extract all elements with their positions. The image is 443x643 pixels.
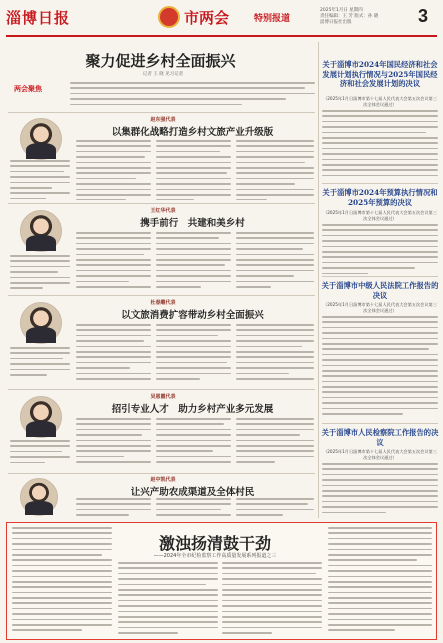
- right-article-2-body: [322, 224, 438, 274]
- section-2-divider: [8, 295, 315, 296]
- lead-divider: [8, 112, 315, 113]
- lead-intro-text: [70, 82, 315, 110]
- section-5-speaker: 赵中凯代表: [150, 477, 176, 483]
- right-article-4-meta: （2025年1月日淄博市第十七届人民代表大会第五次会议第三次全体会议通过）: [323, 449, 437, 460]
- section-3-headline: 以文旅消费扩容带动乡村全面振兴: [121, 310, 264, 321]
- right-divider-3: [322, 423, 438, 424]
- issue-info: [320, 8, 412, 26]
- masthead-rule: [6, 35, 437, 37]
- section-2-sidebar-text: [10, 255, 70, 295]
- right-divider-2: [322, 276, 438, 277]
- feature-headline: 激浊扬清鼓干劲: [158, 534, 271, 553]
- section-5-col-2: [156, 498, 231, 520]
- section-4-divider: [8, 473, 315, 474]
- section-3-col-1: [76, 324, 151, 386]
- right-article-2-meta: （2025年1月日淄博市第十七届人民代表大会第五次会议第三次全体会议通过）: [323, 210, 437, 221]
- lead-headline: 聚力促进乡村全面振兴: [85, 52, 236, 70]
- section-2-col-2: [156, 232, 231, 292]
- feature-subheadline: ——2024年全市纪检监察工作高质量发展系列报道之三: [153, 553, 277, 559]
- section-4-speaker: 吴恩霞代表: [150, 394, 176, 400]
- right-article-1-headline: 关于淄博市2024年国民经济和社会发展计划执行情况与2025年国民经济和社会发展计划的决议: [322, 60, 438, 88]
- special-report-title: 市两会: [184, 9, 230, 27]
- issue-publisher: 淄博日报社出版: [320, 20, 352, 25]
- section-1-divider: [8, 203, 315, 204]
- section-2-photo: [20, 210, 62, 252]
- section-5-col-3: [236, 498, 314, 520]
- issue-date: 2025年1月日 星期四: [320, 8, 363, 13]
- right-article-1-body: [322, 110, 438, 180]
- section-1-col-3: [236, 140, 314, 200]
- issue-editors: 责任编辑：王 芳 版式：孙 晓: [320, 14, 379, 19]
- section-4-col-1: [76, 418, 151, 470]
- section-1-sidebar-text: [10, 160, 70, 200]
- section-2-speaker: 王红华代表: [150, 208, 176, 214]
- section-4-col-2: [156, 418, 231, 470]
- special-report-subtitle: 特别报道: [254, 14, 291, 24]
- page-number: 3: [418, 6, 429, 26]
- right-article-3-body: [322, 316, 438, 420]
- feature-col-1: [12, 527, 112, 635]
- section-4-col-3: [236, 418, 314, 470]
- section-1-headline: 以集群化战略打造乡村文旅产业升级版: [111, 127, 274, 138]
- column-divider: [318, 42, 319, 518]
- section-3-col-2: [156, 324, 231, 386]
- masthead: [0, 0, 443, 42]
- cppcc-emblem-icon: [158, 6, 180, 28]
- lead-byline: 记者 王 晓 见习记者: [142, 72, 184, 77]
- section-5-photo: [20, 478, 58, 516]
- right-article-2-headline: 关于淄博市2024年预算执行情况和2025年预算的决议: [322, 188, 438, 207]
- section-3-speaker: 杜春雕代表: [150, 300, 176, 306]
- section-3-col-3: [236, 324, 314, 386]
- feature-col-4: [328, 527, 432, 635]
- section-2-col-1: [76, 232, 151, 292]
- right-article-3-meta: （2025年1月日淄博市第十七届人民代表大会第五次会议第三次全体会议通过）: [323, 302, 437, 313]
- right-article-1-meta: （2025年1月日淄博市第十七届人民代表大会第五次会议第三次全体会议通过）: [323, 96, 437, 107]
- section-3-sidebar-text: [10, 347, 70, 387]
- section-2-headline: 携手前行 共建和美乡村: [140, 218, 245, 229]
- section-1-photo: [20, 118, 62, 160]
- section-4-sidebar-text: [10, 440, 70, 470]
- section-2-col-3: [236, 232, 314, 292]
- lead-badge: 两会聚焦: [14, 85, 42, 93]
- section-5-col-1: [76, 498, 151, 520]
- section-1-col-2: [156, 140, 231, 200]
- right-article-3-headline: 关于淄博市中级人民法院工作报告的决议: [321, 281, 439, 300]
- section-1-speaker: 赵东强代表: [150, 117, 176, 123]
- section-1-col-1: [76, 140, 151, 200]
- newspaper-logo: 淄博日报: [6, 9, 71, 27]
- right-article-4-body: [322, 463, 438, 518]
- section-5-headline: 让兴产助农成渠道及全体村民: [130, 487, 255, 498]
- section-3-divider: [8, 389, 315, 390]
- right-divider-1: [322, 183, 438, 184]
- feature-col-2: [118, 562, 218, 636]
- feature-col-3: [222, 562, 322, 636]
- section-3-photo: [20, 302, 62, 344]
- section-4-headline: 招引专业人才 助力乡村产业多元发展: [111, 404, 274, 415]
- right-article-4-headline: 关于淄博市人民检察院工作报告的决议: [321, 428, 439, 447]
- section-4-photo: [20, 396, 62, 438]
